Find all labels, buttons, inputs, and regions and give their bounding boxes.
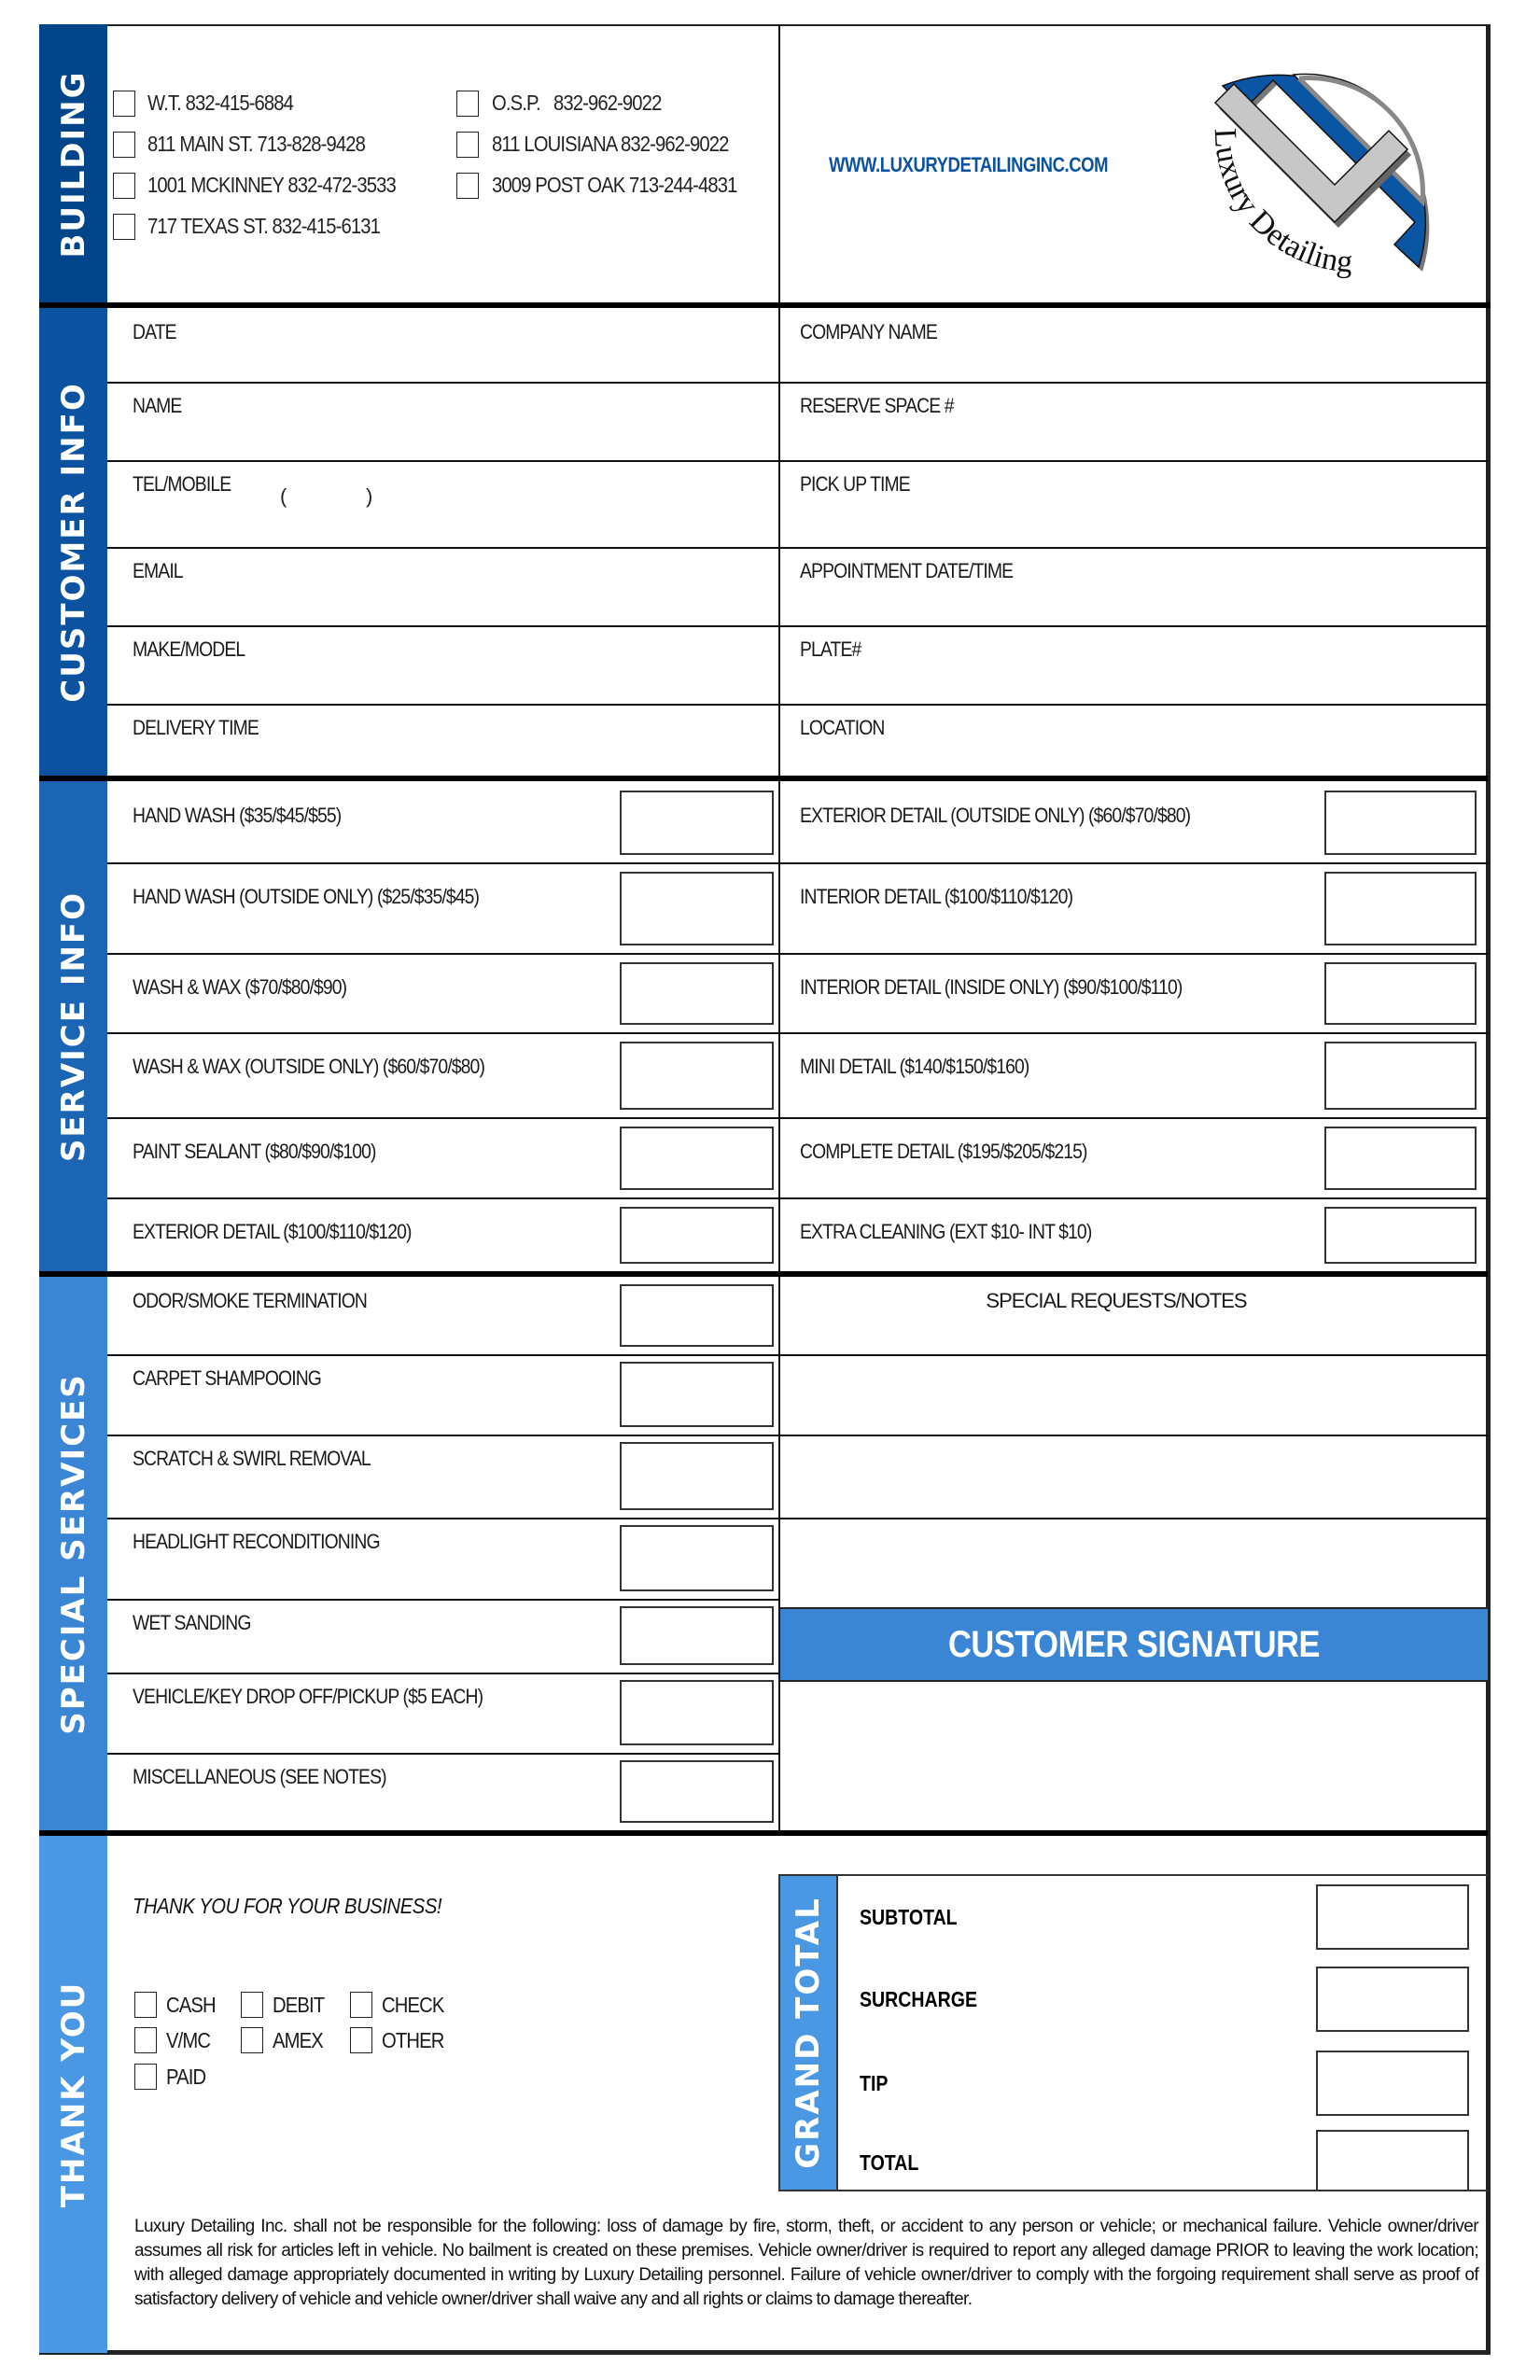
special-service-label: HEADLIGHT RECONDITIONING xyxy=(133,1530,380,1553)
payment-checkbox-paid[interactable] xyxy=(134,2064,157,2090)
service-label: MINI DETAIL ($140/$150/$160) xyxy=(800,1055,1029,1078)
service-label: INTERIOR DETAIL ($100/$110/$120) xyxy=(800,885,1073,908)
payment-method-label: CASH xyxy=(166,1993,216,2017)
service-label: WASH & WAX ($70/$80/$90) xyxy=(133,975,347,999)
service-label: EXTRA CLEANING (EXT $10- INT $10) xyxy=(800,1220,1092,1243)
customer-field-input[interactable] xyxy=(780,704,1488,776)
tel-paren-close: ) xyxy=(366,484,373,508)
service-price-box[interactable] xyxy=(620,1207,774,1264)
customer-field-label: PICK UP TIME xyxy=(800,472,910,496)
notes-input-area[interactable] xyxy=(780,1356,1488,1608)
special-service-label: WET SANDING xyxy=(133,1611,251,1634)
building-option-label: O.S.P. 832-962-9022 xyxy=(492,91,662,115)
customer-field-label: PLATE# xyxy=(800,637,861,661)
customer-field-input[interactable] xyxy=(107,625,778,704)
service-label: COMPLETE DETAIL ($195/$205/$215) xyxy=(800,1140,1087,1163)
row-divider xyxy=(107,953,1488,955)
building-section-bar xyxy=(39,24,107,304)
grand-total-section-title: GRAND TOTAL xyxy=(790,1897,827,2169)
company-logo xyxy=(1178,26,1486,302)
special-requests-title: SPECIAL REQUESTS/NOTES xyxy=(986,1289,1247,1312)
special-service-label: MISCELLANEOUS (SEE NOTES) xyxy=(133,1765,386,1788)
service-label: PAINT SEALANT ($80/$90/$100) xyxy=(133,1140,376,1163)
row-divider xyxy=(107,382,1488,384)
payment-method-label: AMEX xyxy=(273,2028,323,2052)
building-checkbox-osp[interactable] xyxy=(456,91,479,117)
grand-total-section-bar xyxy=(778,1874,838,2191)
service-info-section-bar xyxy=(39,781,107,1272)
service-label: EXTERIOR DETAIL ($100/$110/$120) xyxy=(133,1220,412,1243)
building-option-label: 717 TEXAS ST. 832-415-6131 xyxy=(147,214,381,238)
building-option-label: 811 LOUISIANA 832-962-9022 xyxy=(492,132,729,156)
row-divider xyxy=(107,1599,779,1601)
logo-text: Luxury Detailing xyxy=(1207,127,1354,280)
row-divider xyxy=(107,1673,779,1674)
row-divider xyxy=(107,1753,779,1755)
customer-field-label: DATE xyxy=(133,320,176,343)
payment-method-label: V/MC xyxy=(166,2028,211,2052)
payment-checkbox-amex[interactable] xyxy=(241,2027,263,2053)
customer-field-label: COMPANY NAME xyxy=(800,320,937,343)
service-label: INTERIOR DETAIL (INSIDE ONLY) ($90/$100/$110) xyxy=(800,975,1183,999)
payment-checkbox-cash[interactable] xyxy=(134,1992,157,2018)
grand-total-amount-box[interactable] xyxy=(1316,2130,1469,2191)
row-divider xyxy=(107,460,1488,462)
service-label: WASH & WAX (OUTSIDE ONLY) ($60/$70/$80) xyxy=(133,1055,485,1078)
building-option-label: 3009 POST OAK 713-244-4831 xyxy=(492,173,737,197)
special-service-price-box[interactable] xyxy=(620,1680,774,1745)
thank-you-section-title: THANK YOU xyxy=(54,1981,92,2208)
service-price-box[interactable] xyxy=(620,791,774,855)
customer-info-bottom-border xyxy=(39,776,1488,781)
grand-total-amount-box[interactable] xyxy=(1316,1884,1469,1950)
building-checkbox-3009-post-oak[interactable] xyxy=(456,173,479,199)
special-service-label: SCRATCH & SWIRL REMOVAL xyxy=(133,1447,371,1470)
special-service-price-box[interactable] xyxy=(620,1442,774,1510)
service-info-bottom-border xyxy=(39,1271,1488,1277)
thank-you-section-bar xyxy=(39,1836,107,2353)
service-price-box[interactable] xyxy=(1324,962,1477,1025)
payment-checkbox-v-mc[interactable] xyxy=(134,2027,157,2053)
payment-method-label: CHECK xyxy=(382,1993,444,2017)
customer-field-input[interactable] xyxy=(107,547,778,625)
special-service-label: ODOR/SMOKE TERMINATION xyxy=(133,1289,367,1312)
customer-field-input[interactable] xyxy=(780,460,1488,547)
payment-method-label: PAID xyxy=(166,2065,206,2089)
customer-signature-band xyxy=(780,1607,1488,1682)
building-option-label: 811 MAIN ST. 713-828-9428 xyxy=(147,132,366,156)
special-services-section-title: SPECIAL SERVICES xyxy=(54,1373,92,1735)
website-link[interactable]: WWW.LUXURYDETAILINGINC.COM xyxy=(829,153,1109,176)
customer-field-input[interactable] xyxy=(107,382,778,460)
customer-field-input[interactable] xyxy=(107,460,778,547)
customer-field-input[interactable] xyxy=(780,547,1488,625)
row-divider xyxy=(107,1435,779,1436)
customer-field-label: DELIVERY TIME xyxy=(133,716,259,739)
service-price-box[interactable] xyxy=(620,872,774,945)
customer-signature-title: CUSTOMER SIGNATURE xyxy=(947,1624,1321,1665)
tel-paren-open: ( xyxy=(280,484,287,508)
special-service-price-box[interactable] xyxy=(620,1525,774,1591)
service-label: HAND WASH ($35/$45/$55) xyxy=(133,804,342,827)
service-price-box[interactable] xyxy=(620,1127,774,1190)
grand-total-label: SURCHARGE xyxy=(860,1987,977,2011)
customer-field-label: APPOINTMENT DATE/TIME xyxy=(800,559,1014,582)
special-service-price-box[interactable] xyxy=(620,1760,774,1823)
customer-signature-field[interactable] xyxy=(780,1683,1488,1830)
customer-field-input[interactable] xyxy=(780,382,1488,460)
payment-method-label: OTHER xyxy=(382,2028,444,2052)
customer-field-input[interactable] xyxy=(780,625,1488,704)
building-section-title: BUILDING xyxy=(54,70,92,259)
row-divider xyxy=(107,704,1488,706)
payment-checkbox-debit[interactable] xyxy=(241,1992,263,2018)
special-service-label: VEHICLE/KEY DROP OFF/PICKUP ($5 EACH) xyxy=(133,1685,483,1708)
customer-field-label: LOCATION xyxy=(800,716,885,739)
payment-method-label: DEBIT xyxy=(273,1993,325,2017)
building-checkbox-811-main[interactable] xyxy=(113,132,135,158)
liability-disclaimer: Luxury Detailing Inc. shall not be responsible for the following: loss of damage by fire, storm, theft, or accident to any person or vehicle; or mechanical failure. Vehicle owner/driver assumes all risk for articles left in vehicle. No bailment is created on these premises. Vehicle owner/driver is required to report any alleged damage PRIOR to leaving the work location; with alleged damage appropriately documented in writing by Luxury Detailing personnel. Failure of vehicle owner/driver to comply with the forgoing requirement shall serve as proof of satisfactory delivery of vehicle and vehicle owner/driver shall waive any and all rights or claims to damage thereafter. xyxy=(134,2217,1478,2309)
special-service-price-box[interactable] xyxy=(620,1362,774,1427)
customer-field-label: EMAIL xyxy=(133,559,183,582)
service-price-box[interactable] xyxy=(620,1042,774,1110)
building-divider xyxy=(778,24,780,304)
service-price-box[interactable] xyxy=(1324,1042,1477,1110)
thank-you-message: THANK YOU FOR YOUR BUSINESS! xyxy=(133,1894,442,1918)
service-label: EXTERIOR DETAIL (OUTSIDE ONLY) ($60/$70/$80) xyxy=(800,804,1191,827)
customer-info-section-title: CUSTOMER INFO xyxy=(54,382,92,703)
payment-checkbox-check[interactable] xyxy=(350,1992,372,2018)
customer-field-label: MAKE/MODEL xyxy=(133,637,245,661)
row-divider xyxy=(107,547,1488,549)
row-divider xyxy=(107,1032,1488,1034)
service-price-box[interactable] xyxy=(1324,1127,1477,1190)
building-checkbox-1001-mckinney[interactable] xyxy=(113,173,135,199)
grand-total-label: TIP xyxy=(860,2071,889,2095)
row-divider xyxy=(107,1354,779,1356)
grand-total-label: TOTAL xyxy=(860,2150,919,2175)
grand-total-amount-box[interactable] xyxy=(1316,1967,1469,2032)
customer-field-input[interactable] xyxy=(107,704,778,776)
customer-info-section-bar xyxy=(39,308,107,777)
special-service-label: CARPET SHAMPOOING xyxy=(133,1366,321,1390)
row-divider xyxy=(107,862,1488,864)
building-checkbox-717-texas[interactable] xyxy=(113,214,135,240)
service-label: HAND WASH (OUTSIDE ONLY) ($25/$35/$45) xyxy=(133,885,480,908)
grand-total-label: SUBTOTAL xyxy=(860,1905,958,1929)
special-service-price-box[interactable] xyxy=(620,1284,774,1347)
special-services-bottom-border xyxy=(39,1830,1488,1836)
customer-field-label: TEL/MOBILE xyxy=(133,472,231,496)
special-service-price-box[interactable] xyxy=(620,1606,774,1665)
special-services-section-bar xyxy=(39,1277,107,1831)
service-price-box[interactable] xyxy=(1324,872,1477,945)
service-price-box[interactable] xyxy=(1324,791,1477,855)
logo-graphic xyxy=(1178,26,1486,302)
row-divider xyxy=(107,1518,779,1519)
service-price-box[interactable] xyxy=(1324,1207,1477,1264)
service-price-box[interactable] xyxy=(620,962,774,1025)
customer-field-input[interactable] xyxy=(780,308,1488,382)
payment-checkbox-other[interactable] xyxy=(350,2027,372,2053)
row-divider xyxy=(107,1197,1488,1199)
customer-field-label: NAME xyxy=(133,394,182,417)
row-divider xyxy=(107,1117,1488,1119)
building-checkbox-811-louisiana[interactable] xyxy=(456,132,479,158)
customer-field-label: RESERVE SPACE # xyxy=(800,394,954,417)
customer-field-input[interactable] xyxy=(107,308,778,382)
building-checkbox-wt[interactable] xyxy=(113,91,135,117)
row-divider xyxy=(107,625,1488,627)
building-option-label: W.T. 832-415-6884 xyxy=(147,91,294,115)
grand-total-amount-box[interactable] xyxy=(1316,2051,1469,2116)
service-info-section-title: SERVICE INFO xyxy=(54,890,92,1163)
building-option-label: 1001 MCKINNEY 832-472-3533 xyxy=(147,173,396,197)
